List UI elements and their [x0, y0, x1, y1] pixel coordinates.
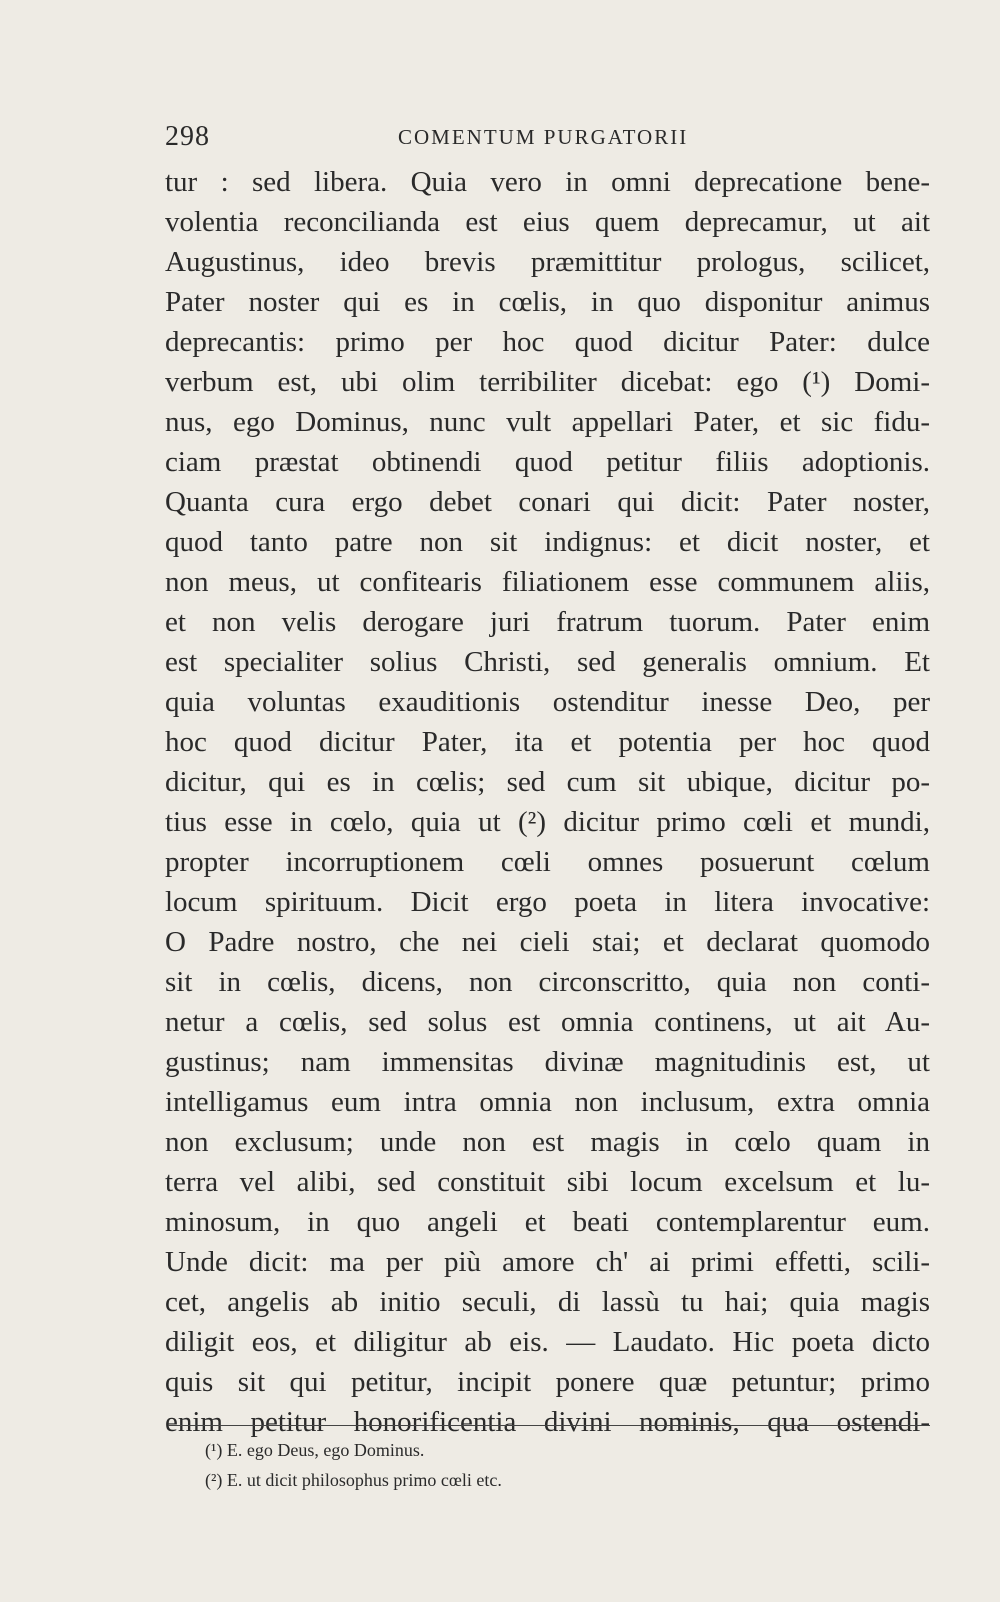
text-line: dicitur, qui es in cœlis; sed cum sit ubique, dicitur po-	[165, 766, 930, 798]
text-line: enim petitur honorificentia divini nominis, qua ostendi-	[165, 1406, 930, 1438]
page-header	[165, 121, 930, 161]
text-line: quia voluntas exauditionis ostenditur inesse Deo, per	[165, 686, 930, 718]
text-line: tius esse in cœlo, quia ut (²) dicitur primo cœli et mundi,	[165, 806, 930, 838]
text-line: quod tanto patre non sit indignus: et dicit noster, et	[165, 526, 930, 558]
text-line: intelligamus eum intra omnia non inclusum, extra omnia	[165, 1086, 930, 1118]
footnote: (²) E. ut dicit philosophus primo cœli etc.	[205, 1470, 502, 1490]
text-line: non exclusum; unde non est magis in cœlo quam in	[165, 1126, 930, 1158]
body-text	[165, 162, 930, 1442]
running-head: COMENTUM PURGATORII	[398, 125, 689, 149]
text-line: verbum est, ubi olim terribiliter dicebat: ego (¹) Domi-	[165, 366, 930, 398]
text-line: volentia reconcilianda est eius quem deprecamur, ut ait	[165, 206, 930, 238]
footnote: (¹) E. ego Deus, ego Dominus.	[205, 1440, 425, 1460]
text-line: deprecantis: primo per hoc quod dicitur Pater: dulce	[165, 326, 930, 358]
text-line: diligit eos, et diligitur ab eis. — Laudato. Hic poeta dicto	[165, 1326, 930, 1358]
text-line: hoc quod dicitur Pater, ita et potentia per hoc quod	[165, 726, 930, 758]
text-line: locum spirituum. Dicit ergo poeta in litera invocative:	[165, 886, 930, 918]
text-line: quis sit qui petitur, incipit ponere quæ petuntur; primo	[165, 1366, 930, 1398]
text-line: cet, angelis ab initio seculi, di lassù tu hai; quia magis	[165, 1286, 930, 1318]
footnote-divider	[168, 1425, 930, 1426]
text-line: Quanta cura ergo debet conari qui dicit: Pater noster,	[165, 486, 930, 518]
footnotes	[205, 1435, 905, 1495]
text-line: O Padre nostro, che nei cieli stai; et declarat quomodo	[165, 926, 930, 958]
page-number: 298	[165, 121, 210, 152]
text-line: Augustinus, ideo brevis præmittitur prologus, scilicet,	[165, 246, 930, 278]
text-line: et non velis derogare juri fratrum tuorum. Pater enim	[165, 606, 930, 638]
text-line: est specialiter solius Christi, sed generalis omnium. Et	[165, 646, 930, 678]
text-line: sit in cœlis, dicens, non circonscritto, quia non conti-	[165, 966, 930, 998]
text-line: Unde dicit: ma per più amore ch' ai primi effetti, scili-	[165, 1246, 930, 1278]
text-line: tur : sed libera. Quia vero in omni deprecatione bene-	[165, 166, 930, 198]
text-line: ciam præstat obtinendi quod petitur filiis adoptionis.	[165, 446, 930, 478]
text-line: terra vel alibi, sed constituit sibi locum excelsum et lu-	[165, 1166, 930, 1198]
text-line: gustinus; nam immensitas divinæ magnitudinis est, ut	[165, 1046, 930, 1078]
text-line: minosum, in quo angeli et beati contemplarentur eum.	[165, 1206, 930, 1238]
text-line: non meus, ut confitearis filiationem esse communem aliis,	[165, 566, 930, 598]
text-line: nus, ego Dominus, nunc vult appellari Pater, et sic fidu-	[165, 406, 930, 438]
text-line: Pater noster qui es in cœlis, in quo disponitur animus	[165, 286, 930, 318]
text-line: propter incorruptionem cœli omnes posuerunt cœlum	[165, 846, 930, 878]
text-line: netur a cœlis, sed solus est omnia continens, ut ait Au-	[165, 1006, 930, 1038]
